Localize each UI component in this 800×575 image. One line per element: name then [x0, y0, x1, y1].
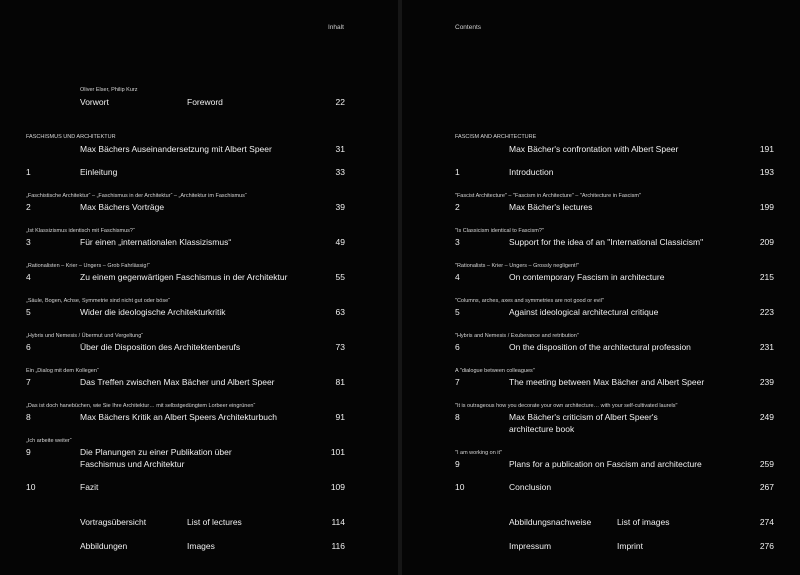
chapter-number: 10: [455, 482, 465, 492]
chapter-page: 249: [759, 412, 774, 422]
chapter-title: Plans for a publication on Fascism and architecture: [509, 459, 702, 469]
chapter-page: 215: [759, 272, 774, 282]
appendix-title-en: List of images: [617, 517, 670, 527]
section-label: FASCISM AND ARCHITECTURE: [455, 134, 537, 140]
chapter-quote: "Hybris and Nemesis / Exuberance and retribution": [455, 333, 579, 339]
chapter-number: 1: [455, 167, 460, 177]
chapter-number: 3: [26, 237, 31, 247]
right-page: [402, 0, 800, 575]
chapter-page: 239: [759, 377, 774, 387]
section-title: Max Bächer's confrontation with Albert Speer: [509, 144, 679, 154]
chapter-number: 4: [455, 272, 460, 282]
chapter-number: 10: [26, 482, 36, 492]
chapter-title: Max Bächers Vorträge: [80, 202, 165, 212]
chapter-number: 9: [26, 447, 31, 457]
chapter-title: Für einen „internationalen Klassizismus“: [80, 237, 232, 247]
appendix-title-en: Images: [187, 541, 215, 551]
foreword-title-de: Vorwort: [80, 97, 109, 107]
chapter-page: 81: [335, 377, 345, 387]
chapter-number: 9: [455, 459, 460, 469]
chapter-title-line-2: Faschismus und Architektur: [80, 459, 185, 469]
chapter-title: Fazit: [80, 482, 99, 492]
chapter-quote: „Hybris und Nemesis / Übermut und Vergeltung“: [26, 333, 144, 339]
chapter-title: Support for the idea of an "International Classicism": [509, 237, 704, 247]
foreword-authors: Oliver Elser, Philip Kurz: [80, 87, 138, 93]
right-page-header: Contents: [455, 24, 482, 31]
chapter-title: Über die Disposition des Architektenberufs: [80, 342, 241, 352]
section-title: Max Bächers Auseinandersetzung mit Albert Speer: [80, 144, 272, 154]
chapter-page: 101: [330, 447, 345, 457]
chapter-title: Die Planungen zu einer Publikation über: [80, 447, 232, 457]
section-page: 31: [335, 144, 345, 154]
chapter-title: Max Bächers Kritik an Albert Speers Architekturbuch: [80, 412, 278, 422]
appendix-title-de: Impressum: [509, 541, 552, 551]
chapter-title: Max Bächer's lectures: [509, 202, 593, 212]
chapter-page: 63: [335, 307, 345, 317]
appendix-title-de: Abbildungen: [80, 541, 128, 551]
chapter-title: Zu einem gegenwärtigen Faschismus in der Architektur: [80, 272, 288, 282]
chapter-title: On the disposition of the architectural profession: [509, 342, 691, 352]
appendix-page: 114: [331, 517, 345, 527]
chapter-number: 8: [455, 412, 460, 422]
chapter-quote: „Faschistische Architektur“ – „Faschismus in der Architektur“ – „Architektur im Faschismus“: [26, 193, 247, 199]
chapter-number: 5: [26, 307, 31, 317]
chapter-quote: "Fascist Architecture" – "Fascism in Architecture" – "Architecture in Fascism": [455, 193, 641, 199]
chapter-title: The meeting between Max Bächer and Albert Speer: [509, 377, 705, 387]
chapter-number: 2: [455, 202, 460, 212]
chapter-page: 231: [759, 342, 774, 352]
chapter-quote: Ein „Dialog mit dem Kollegen“: [26, 368, 99, 374]
chapter-number: 3: [455, 237, 460, 247]
section-page: 191: [759, 144, 774, 154]
chapter-number: 2: [26, 202, 31, 212]
chapter-quote: „Ist Klassizismus identisch mit Faschismus?“: [26, 228, 135, 234]
chapter-page: 33: [335, 167, 345, 177]
chapter-quote: „Säule, Bogen, Achse, Symmetrie sind nicht gut oder böse“: [26, 298, 170, 304]
chapter-quote: "It is outrageous how you decorate your own architecture… with your self-cultivated laurels": [455, 403, 678, 409]
chapter-page: 267: [759, 482, 774, 492]
foreword-page: 22: [335, 97, 345, 107]
chapter-quote: „Das ist doch hanebüchen, wie Sie Ihre Architektur… mit selbstgedüngtem Lorbeer eingrünen“: [26, 403, 256, 409]
chapter-number: 5: [455, 307, 460, 317]
chapter-quote: „Ich arbeite weiter“: [26, 438, 72, 444]
foreword-title-en: Foreword: [187, 97, 223, 107]
chapter-title: On contemporary Fascism in architecture: [509, 272, 665, 282]
chapter-page: 73: [335, 342, 345, 352]
left-page-header: Inhalt: [328, 24, 344, 31]
chapter-title: Das Treffen zwischen Max Bächer und Albert Speer: [80, 377, 275, 387]
appendix-title-de: Vortragsübersicht: [80, 517, 147, 527]
chapter-page: 199: [759, 202, 774, 212]
chapter-page: 49: [335, 237, 345, 247]
chapter-number: 7: [26, 377, 31, 387]
chapter-page: 39: [335, 202, 345, 212]
chapter-page: 223: [759, 307, 774, 317]
chapter-quote: "I am working on it": [455, 450, 503, 456]
chapter-title: Wider die ideologische Architekturkritik: [80, 307, 226, 317]
left-page: [0, 0, 398, 575]
chapter-number: 1: [26, 167, 31, 177]
chapter-title: Einleitung: [80, 167, 118, 177]
chapter-quote: „Rationalisten – Krier – Ungers – Grob Fahrlässig!“: [26, 263, 150, 269]
section-label: FASCHISMUS UND ARCHITEKTUR: [26, 134, 116, 140]
chapter-quote: A "dialogue between colleagues": [455, 368, 535, 374]
appendix-title-en: Imprint: [617, 541, 643, 551]
chapter-quote: "Columns, arches, axes and symmetries are not good or evil": [455, 298, 604, 304]
appendix-page: 276: [759, 541, 774, 551]
chapter-page: 193: [759, 167, 774, 177]
chapter-page: 55: [335, 272, 345, 282]
chapter-page: 259: [759, 459, 774, 469]
chapter-title: Introduction: [509, 167, 554, 177]
chapter-number: 7: [455, 377, 460, 387]
chapter-page: 109: [330, 482, 345, 492]
chapter-number: 4: [26, 272, 31, 282]
chapter-quote: "Rationalists – Krier – Ungers – Grossly negligent!": [455, 263, 580, 269]
appendix-title-en: List of lectures: [187, 517, 242, 527]
chapter-title: Conclusion: [509, 482, 552, 492]
chapter-number: 6: [455, 342, 460, 352]
chapter-title: Against ideological architectural critique: [509, 307, 659, 317]
chapter-page: 91: [335, 412, 345, 422]
chapter-quote: "Is Classicism identical to Fascism?": [455, 228, 544, 234]
appendix-page: 274: [759, 517, 774, 527]
chapter-title-line-2: architecture book: [509, 424, 575, 434]
chapter-title: Max Bächer's criticism of Albert Speer's: [509, 412, 658, 422]
chapter-page: 209: [759, 237, 774, 247]
chapter-number: 8: [26, 412, 31, 422]
chapter-number: 6: [26, 342, 31, 352]
appendix-page: 116: [331, 541, 345, 551]
appendix-title-de: Abbildungsnachweise: [509, 517, 592, 527]
